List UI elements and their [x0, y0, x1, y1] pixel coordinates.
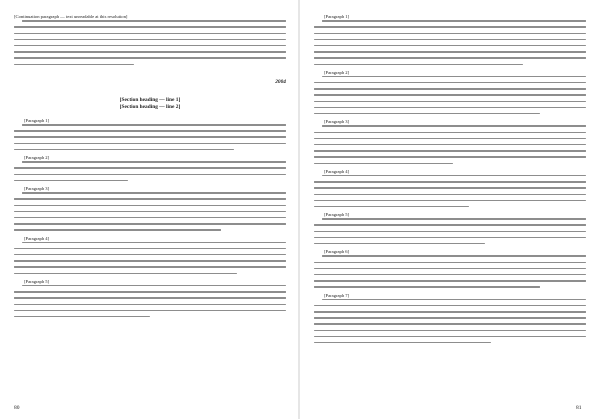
text-line-placeholder: [314, 262, 586, 263]
text-line-placeholder: [314, 231, 586, 232]
text-line-placeholder: [314, 194, 586, 195]
text-line-placeholder: [14, 198, 286, 199]
left-top-text-lines: [14, 20, 286, 65]
right-body-text-lines: [314, 76, 586, 115]
text-line-placeholder: [314, 113, 540, 114]
text-line-placeholder: [314, 88, 586, 89]
text-line-placeholder: [14, 180, 128, 181]
right-body-text-lines: [314, 255, 586, 287]
right-body-text-lines: [314, 299, 586, 344]
text-line-placeholder: [314, 243, 485, 244]
text-line-placeholder: [14, 136, 286, 137]
section-heading-line-1: [Section heading — line 1]: [119, 96, 181, 103]
text-line-placeholder: [14, 223, 286, 224]
left-page: [14, 14, 286, 409]
text-line-placeholder: [314, 107, 586, 108]
text-line-placeholder: [14, 39, 286, 40]
right-body-text-lines: [314, 20, 586, 65]
text-line-placeholder: [314, 45, 586, 46]
text-line-placeholder: [14, 45, 286, 46]
text-line-placeholder: [14, 248, 286, 249]
left-body-text-lines: [14, 242, 286, 274]
text-line-placeholder: [14, 211, 286, 212]
text-line-placeholder: [14, 260, 286, 261]
right-body-paragraph: [Paragraph 2]: [324, 69, 350, 75]
text-line-placeholder: [22, 20, 286, 21]
text-line-placeholder: [314, 323, 586, 324]
text-line-placeholder: [14, 51, 286, 52]
text-line-placeholder: [322, 299, 586, 300]
text-line-placeholder: [314, 39, 586, 40]
left-body-paragraph: [Paragraph 1]: [24, 117, 50, 123]
text-line-placeholder: [14, 205, 286, 206]
text-line-placeholder: [14, 167, 286, 168]
left-body-text-lines: [14, 161, 286, 181]
text-line-placeholder: [14, 57, 286, 58]
text-line-placeholder: [322, 76, 586, 77]
text-line-placeholder: [14, 64, 134, 65]
text-line-placeholder: [14, 266, 286, 267]
text-line-placeholder: [314, 144, 586, 145]
right-body-paragraph: [Paragraph 6]: [324, 249, 350, 255]
page-number-right: 81: [576, 405, 582, 411]
book-gutter: [298, 0, 300, 419]
text-line-placeholder: [314, 317, 586, 318]
text-line-placeholder: [14, 229, 221, 230]
text-line-placeholder: [14, 310, 286, 311]
text-line-placeholder: [14, 174, 286, 175]
section-heading-line-2: [Section heading — line 2]: [119, 103, 181, 110]
text-line-placeholder: [314, 342, 491, 343]
right-body-paragraph: [Paragraph 5]: [324, 212, 350, 218]
text-line-placeholder: [314, 200, 586, 201]
text-line-placeholder: [314, 336, 586, 337]
page-number-left: 80: [14, 405, 20, 411]
text-line-placeholder: [14, 291, 286, 292]
text-line-placeholder: [314, 82, 586, 83]
text-line-placeholder: [314, 132, 586, 133]
left-body-text-lines: [14, 285, 286, 317]
text-line-placeholder: [314, 26, 586, 27]
text-line-placeholder: [314, 33, 586, 34]
text-line-placeholder: [22, 192, 286, 193]
right-body-paragraph: [Paragraph 7]: [324, 292, 350, 298]
text-line-placeholder: [314, 280, 586, 281]
right-body-paragraph: [Paragraph 4]: [324, 168, 350, 174]
right-body-paragraph: [Paragraph 3]: [324, 119, 350, 125]
left-body-paragraph: [Paragraph 5]: [24, 278, 50, 284]
left-body-paragraph: [Paragraph 2]: [24, 155, 50, 161]
text-line-placeholder: [14, 26, 286, 27]
text-line-placeholder: [14, 33, 286, 34]
text-line-placeholder: [22, 285, 286, 286]
left-body-text-lines: [14, 192, 286, 231]
text-line-placeholder: [314, 64, 523, 65]
text-line-placeholder: [14, 130, 286, 131]
left-top-paragraph: [Continuation paragraph — text unreadable at this resolution]: [14, 14, 128, 19]
text-line-placeholder: [322, 125, 586, 126]
text-line-placeholder: [14, 273, 237, 274]
right-page: [314, 14, 586, 409]
text-line-placeholder: [14, 304, 286, 305]
text-line-placeholder: [14, 149, 234, 150]
text-line-placeholder: [314, 206, 469, 207]
text-line-placeholder: [314, 138, 586, 139]
text-line-placeholder: [314, 156, 586, 157]
text-line-placeholder: [322, 20, 586, 21]
text-line-placeholder: [322, 255, 586, 256]
right-body-text-lines: [314, 125, 586, 164]
text-line-placeholder: [314, 51, 586, 52]
section-heading: [14, 97, 286, 111]
left-body-text-lines: [14, 124, 286, 150]
text-line-placeholder: [314, 330, 586, 331]
text-line-placeholder: [314, 150, 586, 151]
text-line-placeholder: [314, 57, 586, 58]
text-line-placeholder: [314, 237, 586, 238]
text-line-placeholder: [14, 316, 150, 317]
left-body-paragraph: [Paragraph 3]: [24, 186, 50, 191]
text-line-placeholder: [14, 254, 286, 255]
text-line-placeholder: [314, 305, 586, 306]
right-body-text-lines: [314, 218, 586, 244]
text-line-placeholder: [314, 268, 586, 269]
text-line-placeholder: [314, 101, 586, 102]
left-body-paragraph: [Paragraph 4]: [24, 235, 50, 241]
text-line-placeholder: [314, 181, 586, 182]
text-line-placeholder: [22, 242, 286, 243]
section-year: 2004: [275, 78, 286, 85]
text-line-placeholder: [314, 224, 586, 225]
text-line-placeholder: [314, 311, 586, 312]
text-line-placeholder: [314, 274, 586, 275]
text-line-placeholder: [22, 161, 286, 162]
text-line-placeholder: [14, 143, 286, 144]
text-line-placeholder: [322, 175, 586, 176]
text-line-placeholder: [314, 94, 586, 95]
right-body-paragraph: [Paragraph 1]: [324, 14, 350, 19]
text-line-placeholder: [314, 286, 540, 287]
text-line-placeholder: [22, 124, 286, 125]
right-body-text-lines: [314, 175, 586, 207]
text-line-placeholder: [14, 217, 286, 218]
text-line-placeholder: [322, 218, 586, 219]
text-line-placeholder: [14, 297, 286, 298]
text-line-placeholder: [314, 187, 586, 188]
text-line-placeholder: [314, 163, 453, 164]
